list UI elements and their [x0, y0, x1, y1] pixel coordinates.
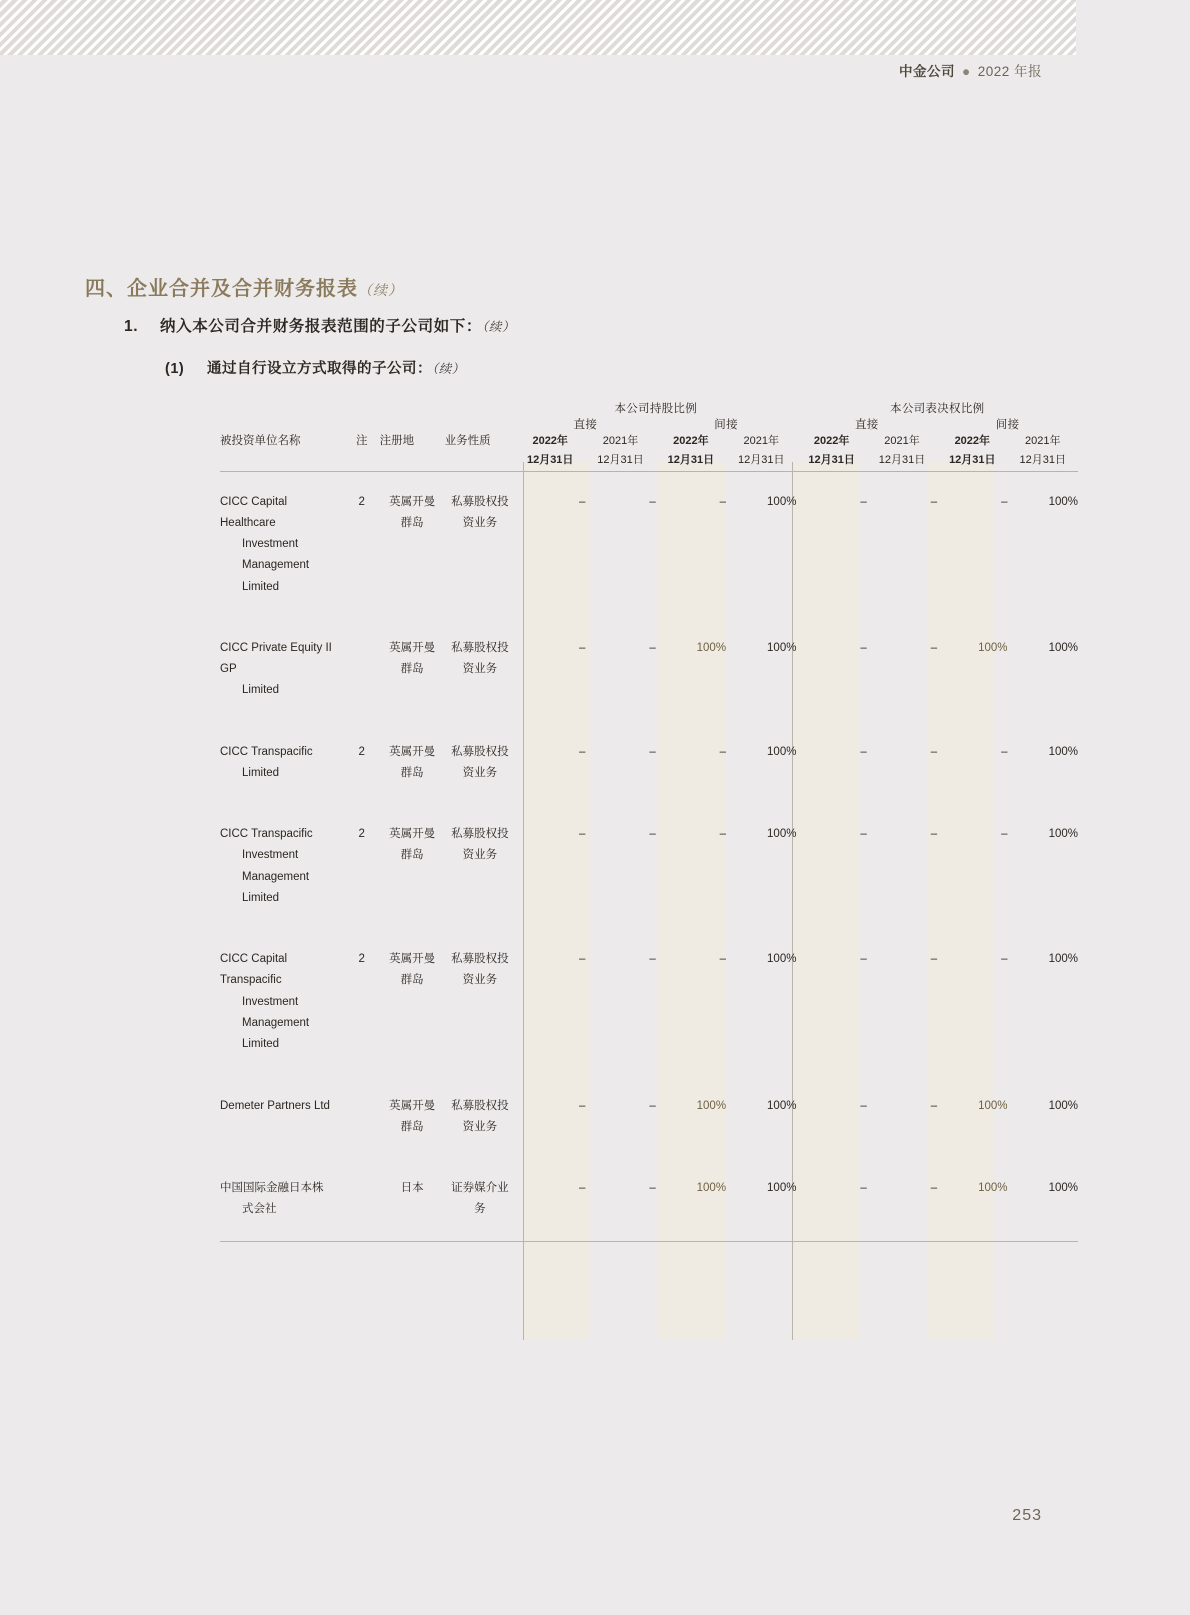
row-name-line: CICC Transpacific: [220, 828, 313, 841]
row-registration: [380, 472, 445, 618]
date-header-2: [585, 432, 655, 471]
row-registration-line: 英属开曼: [389, 828, 436, 841]
date-header-3-day: 12月31日: [667, 454, 715, 467]
row-business: [445, 618, 515, 722]
date-header-8-day: 12月31日: [1019, 454, 1066, 467]
column-header-business: 业务性质: [444, 435, 491, 447]
row-value: –: [860, 641, 867, 654]
row-business-line: 证券媒介业: [451, 1182, 509, 1195]
row-value: –: [649, 1182, 656, 1195]
row-name: [220, 722, 344, 805]
row-registration-line: 群岛: [400, 1120, 424, 1133]
subitem-text: 通过自行设立方式取得的子公司：: [207, 361, 432, 377]
row-value: 100%: [1048, 953, 1078, 966]
group-header-row: [220, 400, 1078, 416]
row-value: 100%: [1048, 828, 1078, 841]
row-value: –: [649, 1099, 656, 1112]
row-registration-line: 英属开曼: [389, 953, 436, 966]
row-name-line: Limited: [242, 891, 280, 904]
page-number: 253: [1012, 1507, 1042, 1524]
row-value: 100%: [1048, 1099, 1078, 1112]
row-name: [220, 1076, 344, 1159]
row-note: 2: [358, 745, 365, 758]
row-value: 100%: [767, 1182, 797, 1195]
date-header-5: [796, 432, 866, 471]
row-business-line: 资业务: [462, 516, 498, 529]
row-name-line: 式会社: [242, 1203, 277, 1216]
row-value: –: [1001, 495, 1008, 508]
row-value: –: [860, 1182, 867, 1195]
row-business-line: 资业务: [462, 663, 498, 676]
row-name-line: Investment: [242, 995, 299, 1008]
row-registration-line: 群岛: [400, 849, 424, 862]
row-value: 100%: [767, 495, 797, 508]
row-value: –: [649, 828, 656, 841]
subitem-number: (1): [165, 361, 185, 377]
date-header-4-year: 2021年: [743, 435, 779, 447]
row-registration-line: 英属开曼: [389, 745, 436, 758]
row-value: –: [578, 495, 586, 508]
decorative-hatch-band: [0, 0, 1076, 55]
row-name-line: CICC Capital Healthcare: [220, 495, 288, 529]
document-header: [899, 60, 1042, 80]
row-business-line: 私募股权投: [451, 641, 509, 654]
subitem-heading: [165, 357, 465, 378]
table-row: [220, 1076, 1078, 1159]
date-header-3: [656, 432, 726, 471]
row-value: 100%: [696, 1182, 727, 1195]
sub-header-indirect-voting: 间接: [995, 419, 1020, 431]
section-heading: [85, 272, 403, 301]
row-value: –: [719, 828, 727, 841]
header-brand: 中金公司: [899, 64, 956, 79]
row-value: –: [578, 1182, 586, 1195]
row-value: –: [860, 953, 867, 966]
row-registration: [380, 618, 445, 722]
row-name-line: Limited: [242, 580, 280, 593]
row-registration-line: 群岛: [400, 663, 424, 676]
date-header-5-day: 12月31日: [808, 454, 855, 467]
item-text: 纳入本公司合并财务报表范围的子公司如下：: [160, 318, 483, 335]
row-name-line: Investment: [242, 849, 299, 862]
date-header-2-day: 12月31日: [597, 454, 644, 467]
row-name: [220, 472, 344, 618]
row-value: –: [860, 495, 867, 508]
row-name-line: Limited: [242, 766, 280, 779]
row-value: –: [649, 745, 656, 758]
row-note: 2: [358, 828, 365, 841]
row-registration-line: 群岛: [400, 516, 424, 529]
row-name-line: CICC Private Equity II GP: [220, 641, 332, 676]
row-value: –: [930, 745, 938, 758]
sub-header-indirect-shareholding: 间接: [714, 419, 738, 431]
row-value: 100%: [978, 1182, 1008, 1195]
date-header-1: [515, 432, 585, 471]
row-value: –: [930, 828, 938, 841]
table-row: [220, 929, 1078, 1075]
row-business-line: 务: [474, 1203, 486, 1216]
row-value: –: [578, 641, 586, 654]
row-business-line: 私募股权投: [451, 953, 509, 966]
date-header-3-year: 2022年: [673, 435, 709, 447]
row-business-line: 私募股权投: [451, 828, 509, 841]
table-row: [220, 722, 1078, 805]
row-value: 100%: [696, 1099, 727, 1112]
table-row: [220, 618, 1078, 722]
row-value: 100%: [767, 953, 797, 966]
row-business: [445, 929, 515, 1075]
row-name-line: Limited: [242, 1038, 280, 1051]
row-registration: [380, 722, 445, 805]
sub-header-direct-voting: 直接: [854, 419, 879, 431]
sub-header-direct-shareholding: 直接: [573, 419, 598, 431]
row-value: 100%: [767, 1099, 797, 1112]
row-registration: [380, 929, 445, 1075]
row-value: –: [860, 1099, 867, 1112]
date-header-row: [220, 432, 1078, 471]
row-registration-line: 群岛: [400, 766, 424, 779]
row-registration-line: 英属开曼: [389, 495, 436, 508]
row-registration-line: 英属开曼: [389, 641, 436, 654]
item-heading: [124, 314, 515, 336]
row-note: 2: [358, 953, 365, 966]
row-business-line: 私募股权投: [451, 745, 509, 758]
row-value: 100%: [978, 641, 1008, 654]
date-header-1-day: 12月31日: [526, 454, 574, 467]
row-value: –: [578, 1099, 586, 1112]
date-header-8-year: 2021年: [1025, 435, 1061, 447]
item-continued: （续）: [482, 320, 516, 334]
date-header-6: [867, 432, 937, 471]
column-header-note: 注: [356, 435, 368, 447]
row-value: –: [930, 495, 938, 508]
row-note: [344, 618, 380, 722]
row-note: [344, 1158, 380, 1241]
row-value: –: [578, 828, 586, 841]
row-name-line: CICC Capital Transpacific: [220, 953, 288, 987]
row-name-line: Limited: [242, 684, 280, 697]
row-name: [220, 929, 344, 1075]
row-value: –: [930, 953, 938, 966]
row-value: –: [860, 828, 867, 841]
date-header-4-day: 12月31日: [738, 454, 785, 467]
row-note: 2: [358, 495, 365, 508]
row-value: –: [649, 641, 656, 654]
row-value: –: [578, 953, 586, 966]
row-business-line: 私募股权投: [451, 495, 509, 508]
group-header-shareholding: 本公司持股比例: [614, 403, 698, 415]
table-bottom-rule-row: [220, 1241, 1078, 1242]
table-row: [220, 472, 1078, 618]
row-value: –: [1001, 745, 1008, 758]
row-value: –: [930, 641, 938, 654]
column-header-name: 被投资单位名称: [220, 435, 301, 447]
date-header-4: [726, 432, 796, 471]
row-value: 100%: [1048, 495, 1078, 508]
row-value: –: [649, 495, 656, 508]
row-business-line: 资业务: [462, 766, 498, 779]
section-heading-text: 四、企业合并及合并财务报表: [85, 278, 358, 300]
subsidiaries-table: [220, 400, 1078, 1242]
date-header-7-day: 12月31日: [949, 454, 996, 467]
row-business: [445, 1076, 515, 1159]
row-name-line: Management: [242, 870, 310, 883]
row-value: 100%: [1048, 641, 1078, 654]
item-number: 1.: [124, 318, 139, 335]
row-name-line: 中国国际金融日本株: [220, 1182, 324, 1195]
row-name-line: Investment: [242, 538, 299, 551]
row-value: –: [930, 1182, 938, 1195]
date-header-7: [937, 432, 1007, 471]
row-name: [220, 1158, 344, 1241]
date-header-8: [1007, 432, 1078, 471]
row-name: [220, 618, 344, 722]
column-header-registration: 注册地: [379, 435, 415, 447]
header-separator: ●: [962, 64, 971, 79]
row-value: –: [860, 745, 867, 758]
row-value: –: [1001, 953, 1008, 966]
row-value: 100%: [978, 1099, 1008, 1112]
row-registration-line: 英属开曼: [389, 1099, 436, 1112]
subsidiaries-table-wrapper: [220, 400, 1078, 1242]
row-registration-line: 群岛: [400, 974, 424, 987]
row-value: –: [719, 745, 727, 758]
row-value: –: [719, 495, 727, 508]
date-header-7-year: 2022年: [954, 435, 991, 447]
row-value: 100%: [767, 641, 797, 654]
row-business: [445, 804, 515, 929]
row-value: 100%: [767, 745, 797, 758]
row-registration: [380, 1076, 445, 1159]
group-header-voting: 本公司表决权比例: [890, 403, 985, 415]
table-row: [220, 1158, 1078, 1241]
row-value: 100%: [1048, 1182, 1078, 1195]
row-name-line: Management: [242, 559, 310, 572]
date-header-1-year: 2022年: [532, 435, 568, 447]
date-header-2-year: 2021年: [602, 435, 639, 447]
hatch-band-right-filler: [1076, 0, 1190, 55]
row-business-line: 资业务: [462, 849, 498, 862]
row-name-line: Management: [242, 1017, 310, 1030]
date-header-6-year: 2021年: [884, 435, 920, 447]
sub-header-row: [220, 416, 1078, 432]
row-registration: [380, 804, 445, 929]
row-value: –: [1001, 828, 1008, 841]
row-business: [445, 472, 515, 618]
row-note: [344, 1076, 380, 1159]
section-heading-continued: （续）: [358, 282, 403, 298]
row-business-line: 资业务: [462, 974, 498, 987]
row-business-line: 资业务: [462, 1120, 498, 1133]
row-value: –: [649, 953, 656, 966]
row-value: –: [930, 1099, 938, 1112]
row-value: 100%: [767, 828, 797, 841]
date-header-6-day: 12月31日: [878, 454, 926, 467]
row-name: [220, 804, 344, 929]
row-name-line: CICC Transpacific: [220, 745, 313, 758]
table-bottom-rule: [220, 1241, 1078, 1242]
row-business: [445, 722, 515, 805]
row-registration-line: 日本: [400, 1182, 424, 1195]
row-value: –: [719, 953, 727, 966]
row-value: 100%: [1048, 745, 1078, 758]
row-registration: [380, 1158, 445, 1241]
row-value: 100%: [696, 641, 727, 654]
row-business: [445, 1158, 515, 1241]
table-row: [220, 804, 1078, 929]
row-business-line: 私募股权投: [451, 1099, 509, 1112]
date-header-5-year: 2022年: [813, 435, 850, 447]
header-year: 2022 年报: [977, 64, 1042, 79]
row-name-line: Demeter Partners Ltd: [220, 1099, 330, 1112]
subitem-continued: （续）: [432, 362, 465, 376]
row-value: –: [578, 745, 586, 758]
